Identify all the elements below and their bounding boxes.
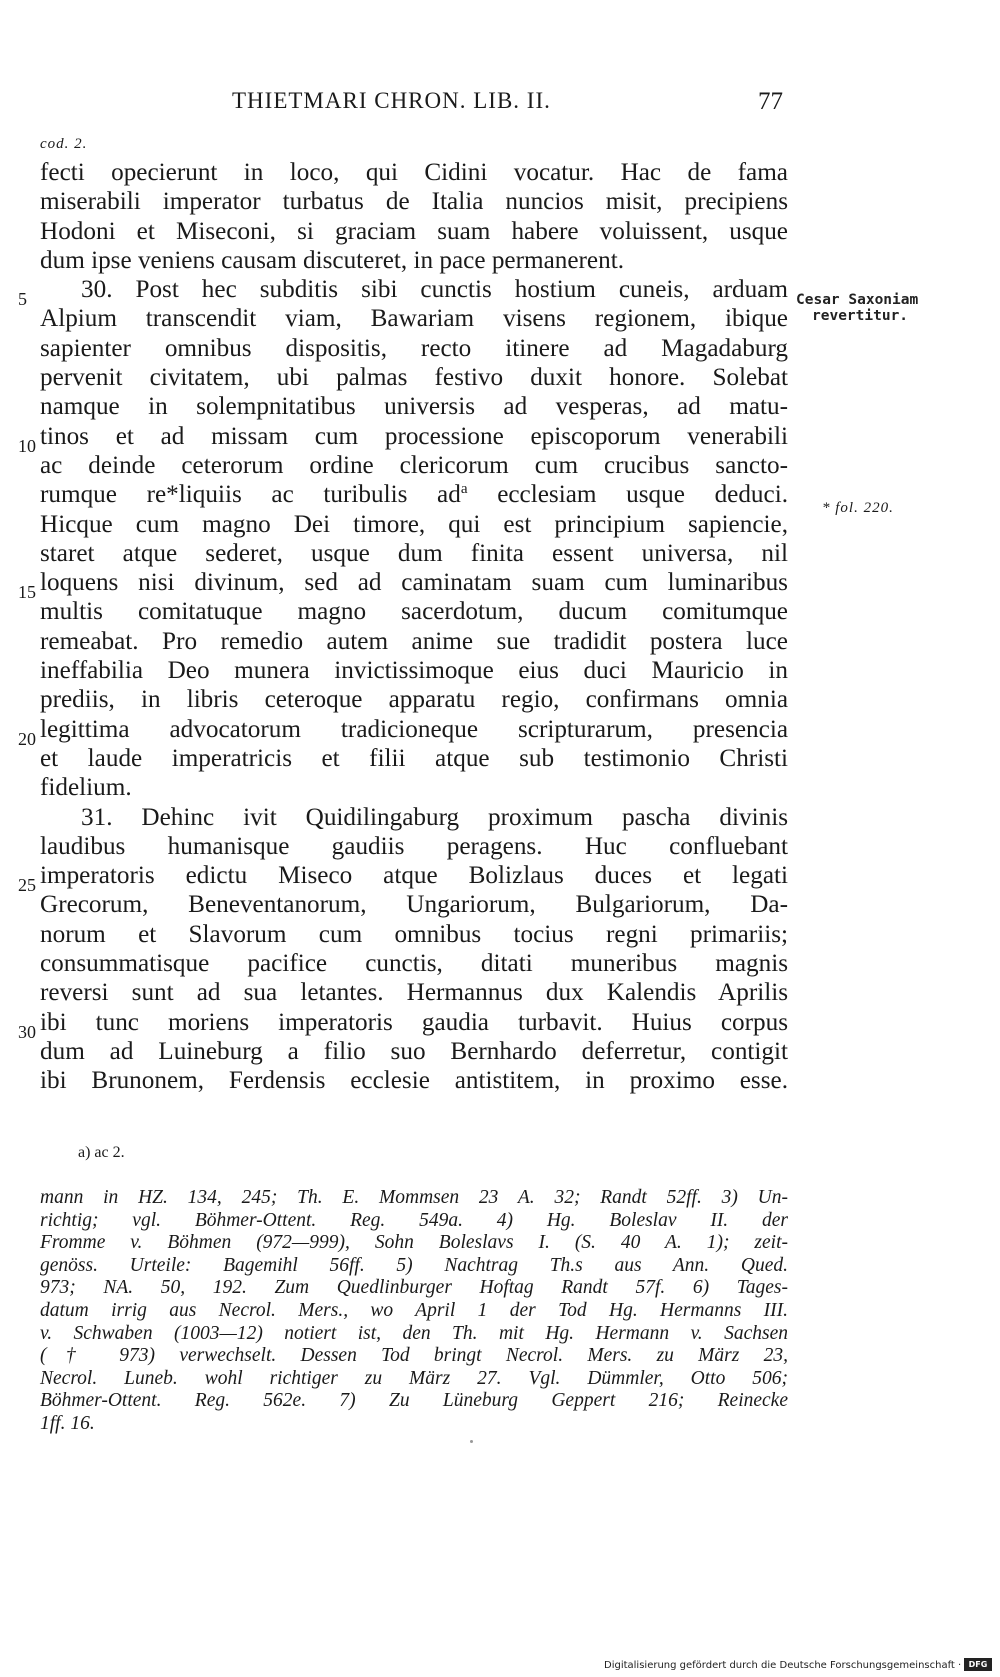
dfg-logo: DFG	[964, 1658, 992, 1671]
page-number: 77	[758, 88, 783, 115]
text-line: staret atque sederet, usque dum finita essent universa, nil	[40, 539, 788, 567]
text-line: consummatisque pacifice cunctis, ditati muneribus magnis	[40, 950, 788, 978]
margin-note-folio: * fol. 220.	[822, 500, 894, 516]
text-line: multis comitatuque magno sacerdotum, ducum comitumque	[40, 598, 788, 626]
line-number: 25	[18, 875, 36, 895]
text-line: ibi Brunonem, Ferdensis ecclesie antistitem, in proximo esse.	[40, 1067, 788, 1095]
main-text	[40, 158, 788, 1096]
running-title: THIETMARI CHRON. LIB. II.	[232, 88, 551, 113]
margin-note-cesar: Cesar Saxoniam	[796, 292, 919, 308]
text-line: Grecorum, Beneventanorum, Ungariorum, Bulgariorum, Da-	[40, 891, 788, 919]
text-line: Hodoni et Miseconi, si graciam suam habere voluissent, usque	[40, 217, 788, 245]
footnote-line: 973; NA. 50, 192. Zum Quedlinburger Hoftag Randt 57f. 6) Tages-	[40, 1277, 788, 1299]
superscript-note-marker: a	[460, 481, 468, 498]
text-line: dum ad Luineburg a filio suo Bernhardo deferretur, contigit	[40, 1037, 788, 1065]
text-line: norum et Slavorum cum omnibus tocius regni primariis;	[40, 920, 788, 948]
text-line: ibi tunc moriens imperatoris gaudia turbavit. Huius corpus	[40, 1008, 788, 1036]
text-line: Hicque cum magno Dei timore, qui est principium sapiencie,	[40, 510, 788, 538]
line-number: 15	[18, 582, 36, 602]
text-line: 30. Post hec subditis sibi cunctis hostium cuneis, arduam	[81, 276, 788, 304]
text-line: fidelium.	[40, 774, 132, 802]
text-segment: ecclesiam usque deduci.	[497, 481, 789, 509]
line-number: 20	[18, 729, 36, 749]
apparatus-note: a) ac 2.	[78, 1144, 125, 1161]
footnote-line: richtig; vgl. Böhmer-Ottent. Reg. 549a. 4) Hg. Boleslav II. der	[40, 1209, 788, 1231]
text-line: miserabili imperator turbatus de Italia nuncios misit, precipiens	[40, 188, 788, 216]
text-line: ac deinde ceterorum ordine clericorum cum crucibus sancto-	[40, 451, 788, 479]
footnote-line: Böhmer-Ottent. Reg. 562e. 7) Zu Lüneburg Geppert 216; Reinecke	[40, 1390, 788, 1412]
text-line: tinos et ad missam cum processione episcoporum venerabili	[40, 422, 788, 450]
text-line-with-superscript	[40, 480, 788, 509]
footnote-line: Fromme v. Böhmen (972—999), Sohn Boleslavs I. (S. 40 A. 1); zeit-	[40, 1232, 788, 1254]
digitization-credit: Digitalisierung gefördert durch die Deutsche Forschungsgemeinschaft ·	[604, 1660, 962, 1671]
text-line: pervenit civitatem, ubi palmas festivo duxit honore. Solebat	[40, 364, 788, 392]
text-segment: rumque re*liquiis ac turibulis ad	[40, 481, 461, 509]
line-number: 10	[18, 436, 36, 456]
running-header	[0, 88, 1000, 118]
text-line: ineffabilia Deo munera invictissimoque eius duci Mauricio in	[40, 657, 788, 685]
text-line: 31. Dehinc ivit Quidilingaburg proximum pascha divinis	[81, 803, 788, 831]
scan-speck	[470, 1440, 473, 1443]
codex-label: cod. 2.	[40, 136, 88, 152]
text-line: Alpium transcendit viam, Bawariam visens regionem, ibique	[40, 305, 788, 333]
footnote-line: mann in HZ. 134, 245; Th. E. Mommsen 23 A. 32; Randt 52ff. 3) Un-	[40, 1187, 788, 1208]
text-line: laudibus humanisque gaudiis peragens. Huc confluebant	[40, 832, 788, 860]
footnote-line: datum irrig aus Necrol. Mers., wo April 1 der Tod Hg. Hermanns III.	[40, 1299, 788, 1321]
line-number: 30	[18, 1022, 36, 1042]
text-line: loquens nisi divinum, sed ad caminatam suam cum luminaribus	[40, 569, 788, 597]
footnote-line: 1ff. 16.	[40, 1412, 95, 1434]
footnote-line: genöss. Urteile: Bagemihl 56ff. 5) Nachtrag Th.s aus Ann. Qued.	[40, 1254, 788, 1276]
text-line: reversi sunt ad sua letantes. Hermannus dux Kalendis Aprilis	[40, 979, 788, 1007]
footnotes	[40, 1187, 788, 1436]
text-line: dum ipse veniens causam discuteret, in pace permanerent.	[40, 246, 624, 274]
text-line: namque in solempnitatibus universis ad vesperas, ad matu-	[40, 393, 788, 421]
text-line: imperatoris edictu Miseco atque Bolizlaus duces et legati	[40, 862, 788, 890]
text-line: legittima advocatorum tradicioneque scripturarum, presencia	[40, 715, 788, 743]
margin-note-revertitur: revertitur.	[812, 308, 909, 324]
footnote-line: Necrol. Luneb. wohl richtiger zu März 27. Vgl. Dümmler, Otto 506;	[40, 1367, 788, 1389]
text-line: fecti opecierunt in loco, qui Cidini vocatur. Hac de fama	[40, 159, 788, 186]
footnote-line: († 973) verwechselt. Dessen Tod bringt Necrol. Mers. zu März 23,	[40, 1345, 788, 1367]
footnote-line: v. Schwaben (1003—12) notiert ist, den Th. mit Hg. Hermann v. Sachsen	[40, 1322, 788, 1344]
text-line: sapienter omnibus dispositis, recto itinere ad Magadaburg	[40, 334, 788, 362]
line-number: 5	[18, 289, 27, 309]
text-line: remeabat. Pro remedio autem anime sue tradidit postera luce	[40, 627, 788, 655]
text-line: prediis, in libris ceteroque apparatu regio, confirmans omnia	[40, 686, 788, 714]
text-line: et laude imperatricis et filii atque sub testimonio Christi	[40, 744, 788, 772]
